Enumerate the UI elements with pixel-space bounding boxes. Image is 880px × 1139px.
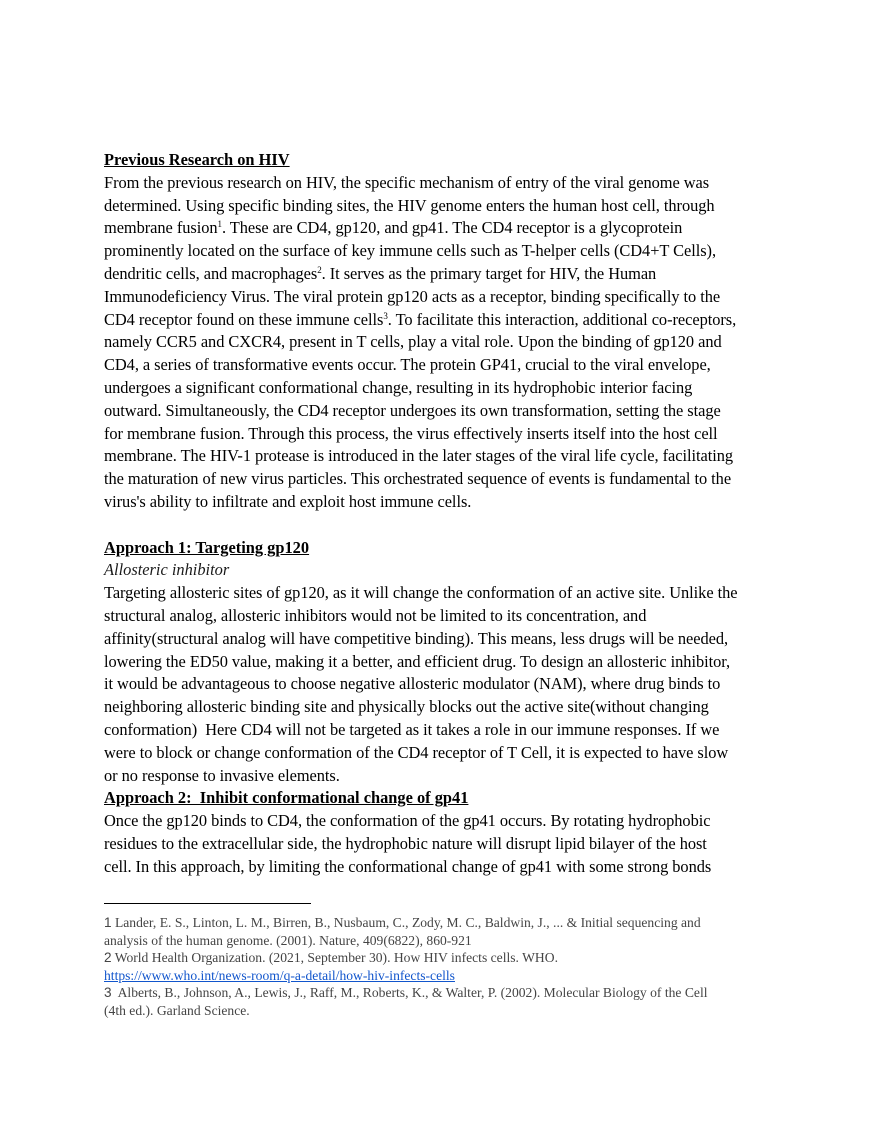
text-line: outward. Simultaneously, the CD4 receptor undergoes its own transformation, setting the stage [104, 400, 721, 420]
section-heading-approach-2: Approach 2: Inhibit conformational change of gp41 [104, 788, 469, 808]
subheading-allosteric-inhibitor: Allosteric inhibitor [104, 560, 230, 580]
footnote-line: (4th ed.). Garland Science. [104, 1002, 250, 1018]
footnote-ref-3[interactable]: 3 [383, 310, 388, 321]
footnote-2 [104, 949, 784, 984]
text-line: neighboring allosteric binding site and physically blocks out the active site(without changing [104, 697, 709, 717]
footnote-number: 2 [104, 950, 112, 965]
text-segment: CD4 receptor found on these immune cells [104, 309, 384, 329]
section-heading-previous-research: Previous Research on HIV [104, 150, 290, 169]
footnote-line [104, 967, 784, 985]
text-line: undergoes a significant conformational change, resulting in its hydrophobic interior facing [104, 377, 693, 397]
text-line: the maturation of new virus particles. This orchestrated sequence of events is fundamental to the [104, 469, 732, 489]
text-segment: . To facilitate this interaction, additional co-receptors, [387, 309, 737, 329]
footnote-text: Alberts, B., Johnson, A., Lewis, J., Raff, M., Roberts, K., & Walter, P. (2002). Molecular Biology of the Cell [114, 985, 708, 1000]
text-line [104, 263, 784, 286]
document-body [104, 149, 784, 879]
text-line [104, 309, 784, 332]
text-line: conformation) Here CD4 will not be targeted as it takes a role in our immune responses. If we [104, 719, 720, 739]
text-line [104, 217, 784, 240]
text-line: structural analog, allosteric inhibitors would not be limited to its concentration, and [104, 605, 647, 625]
footnote-text: Lander, E. S., Linton, L. M., Birren, B., Nusbaum, C., Zody, M. C., Baldwin, J., ... & Initial sequencing and [114, 915, 701, 930]
footnotes [104, 914, 784, 1019]
footnote-3 [104, 984, 784, 1019]
text-line: residues to the extracellular side, the hydrophobic nature will disrupt lipid bilayer of the host [104, 833, 707, 853]
text-segment: . It serves as the primary target for HIV, the Human [321, 263, 657, 283]
footnote-line [104, 914, 784, 932]
text-line: Immunodeficiency Virus. The viral protein gp120 acts as a receptor, binding specifically to the [104, 286, 721, 306]
footnote-1 [104, 914, 784, 949]
text-line: Targeting allosteric sites of gp120, as it will change the conformation of an active site. Unlike the [104, 583, 738, 603]
text-line: affinity(structural analog will have competitive binding). This means, less drugs will be needed, [104, 628, 729, 648]
paragraph-approach-1 [104, 582, 784, 787]
text-line: virus's ability to infiltrate and exploit host immune cells. [104, 491, 472, 511]
footnote-text: World Health Organization. (2021, September 30). How HIV infects cells. WHO. [114, 950, 558, 965]
footnote-number: 1 [104, 915, 112, 930]
text-line: it would be advantageous to choose negative allosteric modulator (NAM), where drug binds to [104, 674, 721, 694]
section-heading-approach-1: Approach 1: Targeting gp120 [104, 537, 310, 557]
text-segment: dendritic cells, and macrophages [104, 263, 318, 283]
text-line: membrane. The HIV-1 protease is introduced in the later stages of the viral life cycle, facilitating [104, 446, 734, 466]
text-line: cell. In this approach, by limiting the conformational change of gp41 with some strong bonds [104, 856, 712, 876]
footnote-separator [104, 903, 311, 904]
footnote-line [104, 984, 784, 1002]
text-line: namely CCR5 and CXCR4, present in T cells, play a vital role. Upon the binding of gp120 and [104, 332, 722, 352]
footnote-line [104, 949, 784, 967]
text-line: for membrane fusion. Through this process, the virus effectively inserts itself into the host cell [104, 423, 718, 443]
text-segment: . These are CD4, gp120, and gp41. The CD4 receptor is a glycoprotein [221, 218, 683, 238]
text-line: From the previous research on HIV, the specific mechanism of entry of the viral genome was [104, 172, 710, 192]
footnote-ref-1[interactable]: 1 [217, 219, 222, 230]
text-line: lowering the ED50 value, making it a better, and efficient drug. To design an allosteric inhibitor, [104, 651, 731, 671]
text-line: prominently located on the surface of key immune cells such as T-helper cells (CD4+T Cells), [104, 241, 717, 261]
text-line: Once the gp120 binds to CD4, the conformation of the gp41 occurs. By rotating hydrophobic [104, 811, 711, 831]
text-line: or no response to invasive elements. [104, 765, 340, 785]
footnote-link-who[interactable]: https://www.who.int/news-room/q-a-detail/how-hiv-infects-cells [104, 967, 455, 983]
text-line: were to block or change conformation of the CD4 receptor of T Cell, it is expected to have slow [104, 742, 729, 762]
text-segment: membrane fusion [104, 218, 218, 238]
footnote-line: analysis of the human genome. (2001). Nature, 409(6822), 860-921 [104, 932, 472, 948]
paragraph-previous-research [104, 172, 784, 514]
text-line: determined. Using specific binding sites, the HIV genome enters the human host cell, through [104, 195, 715, 215]
paragraph-approach-2 [104, 810, 784, 878]
footnote-number: 3 [104, 985, 112, 1000]
paragraph-spacer [104, 514, 784, 537]
footnote-ref-2[interactable]: 2 [317, 264, 322, 275]
text-line: CD4, a series of transformative events occur. The protein GP41, crucial to the viral envelope, [104, 355, 711, 375]
